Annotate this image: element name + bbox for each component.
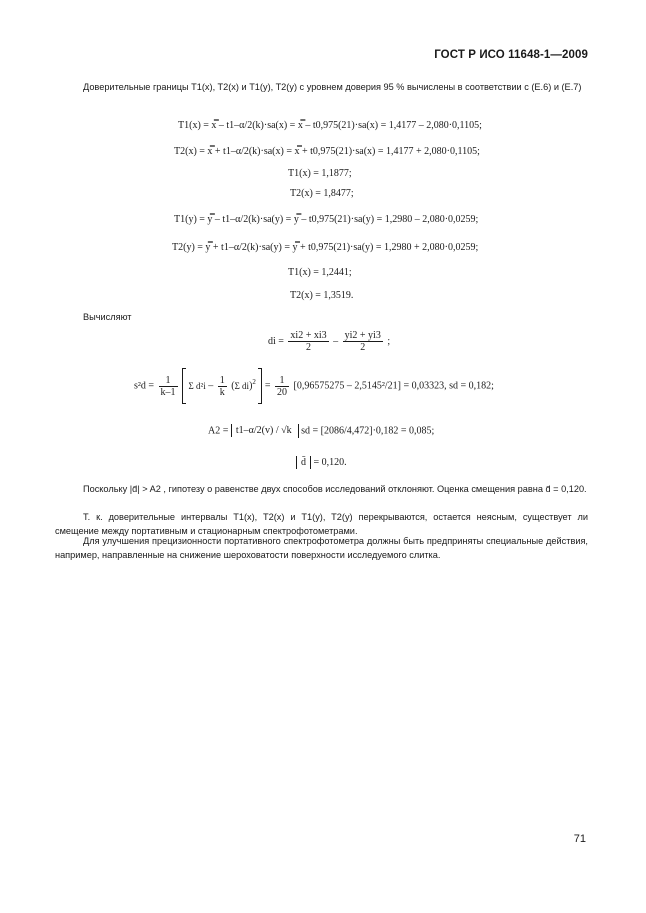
equation-T2y: T2(y) = y̿ + t1–α/2(k)·sa(y) = y̿ + t0,975(21)·sa(y) = 1,2980 + 2,080·0,0259;: [172, 242, 479, 253]
right-bracket: [258, 368, 262, 404]
A2-t-over-sqrt-k: t1–α/2(v) / √k: [235, 425, 292, 437]
di-fraction-y: [343, 330, 383, 353]
dbar-abs: d̄: [296, 456, 311, 469]
di-den-x: 2: [306, 342, 312, 353]
sd-frac1-den: k–1: [160, 386, 176, 398]
sd-fraction-3: [275, 375, 289, 398]
sd-inner-minus: –: [208, 380, 214, 392]
sd-equals: =: [264, 380, 271, 392]
sd-rhs: [0,96575275 – 2,5145²/21] = 0,03323, sd = 0,182;: [293, 380, 494, 392]
improvement-text: Для улучшения прецизионности портативного спектрофотометра должны быть предприняты специальные действия, например, направленные на снижение шероховатости поверхности исследуемого слитка.: [55, 536, 588, 560]
equation-T1y: T1(y) = y̿ – t1–α/2(k)·sa(y) = y̿ – t0,975(21)·sa(y) = 1,2980 – 2,080·0,0259;: [174, 214, 479, 225]
intro-paragraph: [55, 80, 588, 94]
page-number: 71: [573, 833, 586, 845]
sd-fraction-1: [159, 375, 178, 398]
since-paragraph: [55, 482, 588, 496]
paren-open: (: [231, 380, 235, 392]
sd-frac2-num: 1: [219, 374, 225, 386]
A2-rhs: sd = [2086/4,472]·0,182 = 0,085;: [301, 425, 435, 437]
A2-lhs: A2 =: [208, 425, 229, 437]
sd-frac1-num: 1: [159, 375, 178, 387]
equation-dbar: [296, 456, 347, 469]
equation-sd: [134, 368, 494, 404]
di-end: ;: [387, 335, 391, 347]
equation-di: [268, 330, 390, 353]
sd-frac3-num: 1: [275, 375, 289, 387]
value-T1y: T1(x) = 1,2441;: [288, 267, 352, 278]
value-T1x: T1(x) = 1,1877;: [288, 168, 352, 179]
left-bracket: [182, 368, 186, 404]
paren-close: ): [249, 380, 253, 392]
square-exponent: 2: [252, 377, 256, 386]
di-fraction-x: [288, 330, 328, 353]
document-header: ГОСТ Р ИСО 11648-1—2009: [434, 49, 588, 61]
A2-bracket-close: [296, 424, 299, 438]
A2-bracket: [231, 424, 296, 437]
improvement-paragraph: [55, 534, 588, 562]
sd-fraction-2: [218, 375, 227, 398]
di-num-y: yi2 + yi3: [344, 330, 381, 341]
sd-frac3-den: 20: [277, 386, 288, 398]
sum-d-squared: Σ d²i: [188, 381, 206, 391]
intervals-text: Т. к. доверительные интервалы T1(x), T2(x) и T1(y), T2(y) перекрываются, остается неясным, существует ли смещение между портативным и стационарным спектрофотометрами.: [55, 512, 588, 536]
di-num-x: xi2 + xi3: [290, 330, 327, 341]
equation-T1x: T1(x) = x̿ – t1–α/2(k)·sa(x) = x̿ – t0,975(21)·sa(x) = 1,4177 – 2,080·0,1105;: [178, 120, 482, 131]
compute-paragraph: [55, 310, 588, 324]
di-den-y: 2: [360, 342, 366, 353]
compute-label: Вычисляют: [83, 312, 132, 322]
equation-T2x: T2(x) = x̿ + t1–α/2(k)·sa(x) = x̿ + t0,975(21)·sa(x) = 1,4177 + 2,080·0,1105;: [174, 146, 480, 157]
di-minus: –: [333, 335, 339, 347]
sd-frac2-den: k: [219, 386, 225, 398]
value-T2x: T2(x) = 1,8477;: [290, 188, 354, 199]
di-lhs: di =: [268, 335, 284, 347]
value-T2y: T2(x) = 1,3519.: [290, 290, 354, 301]
since-text: Поскольку |d̄| > A2 , гипотезу о равенстве двух способов исследований отклоняют. Оценка смещения равна d̄ = 0,120.: [83, 484, 587, 494]
dbar-rhs: = 0,120.: [313, 457, 347, 468]
equation-A2: [208, 424, 434, 438]
sd-lhs: s²d =: [134, 380, 155, 392]
sum-d: Σ di: [234, 381, 250, 391]
intro-text: Доверительные границы T1(x), T2(x) и T1(y), T2(y) с уровнем доверия 95 % вычислены в соответствии с (Е.6) и (Е.7): [83, 82, 582, 92]
